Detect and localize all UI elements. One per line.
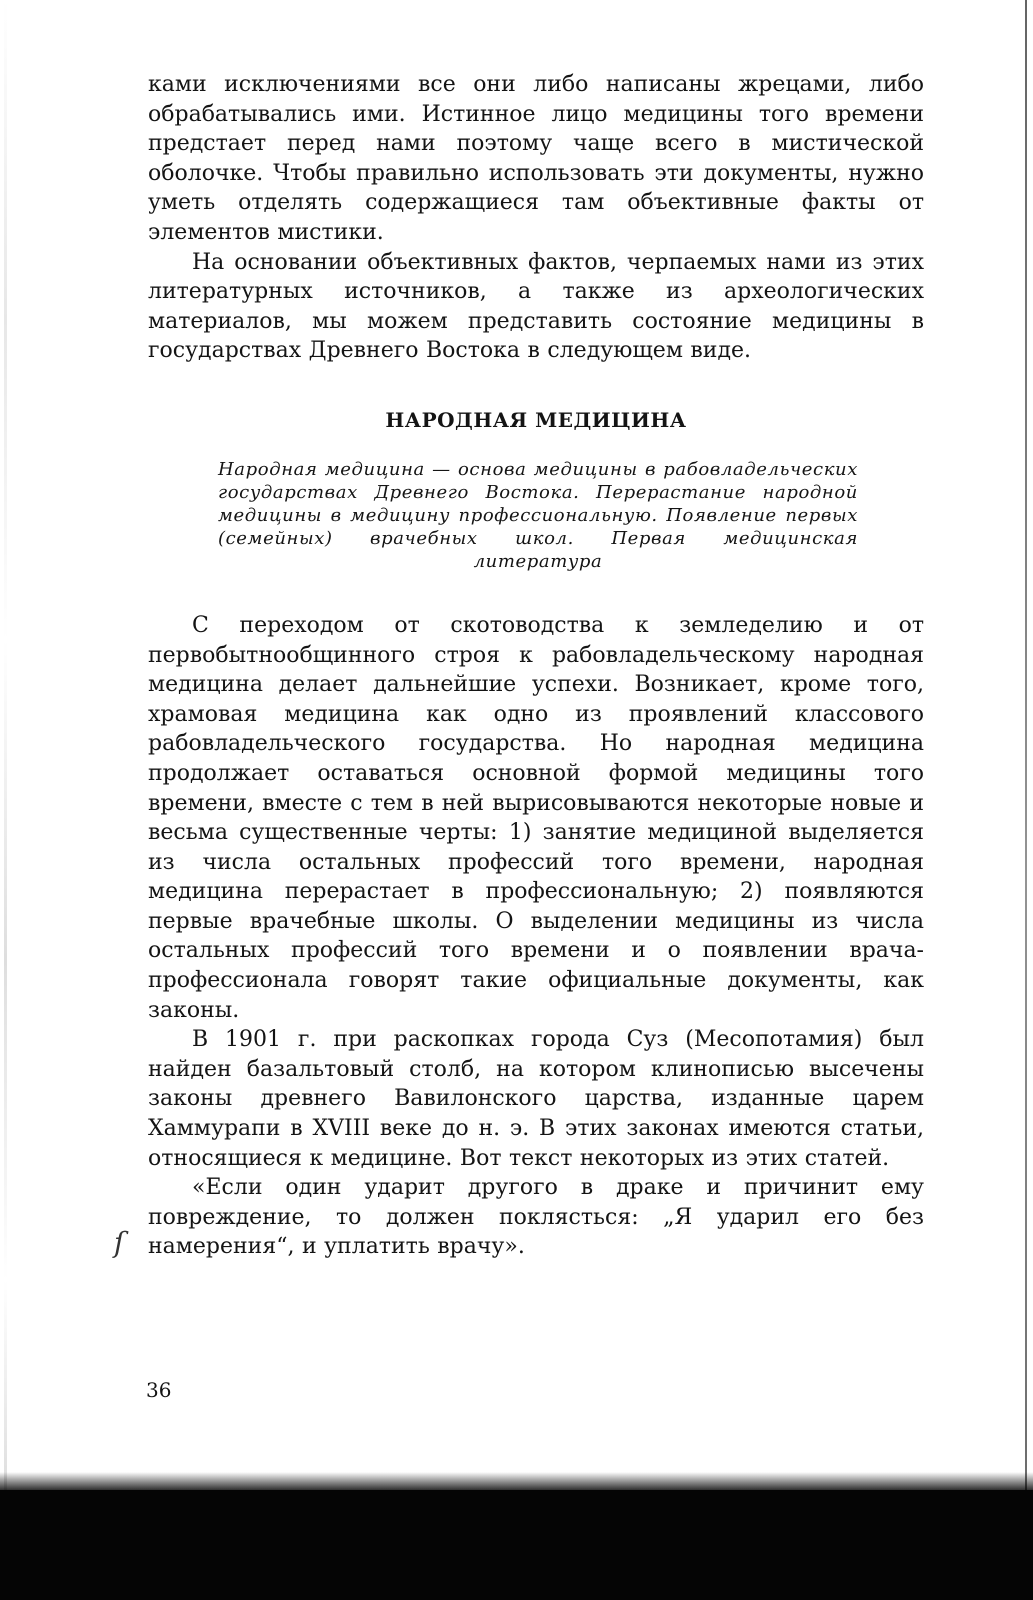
text-column: [148, 70, 924, 1262]
scan-right-edge: [1025, 0, 1027, 1600]
paragraph-sources: На основании объективных фактов, черпаемых нами из этих литературных источников, а также из археологических материалов, мы можем представить состояние медицины в государствах Древнего Востока в следующем виде.: [148, 249, 924, 364]
margin-pencil-mark: ſ: [114, 1226, 125, 1259]
paragraph-transition: С переходом от скотоводства к земледелию и от первобытнообщинного строя к рабовладельческому народная медицина делает дальнейшие успехи. Возникает, кроме того, храмовая медицина как одно из проявлений классового рабовладельческого государства. Но народная медицина продолжает оставаться основной формой медицины того времени, вместе с тем в ней вырисовываются некоторые новые и весьма существенные черты: 1) занятие медициной выделяется из числа остальных профессий того времени, народная медицина перерастает в профессиональную; 2) появляются первые врачебные школы. О выделении медицины из числа остальных профессий того времени и о появлении врача-профессионала говорят такие официальные документы, как законы.: [148, 612, 924, 1023]
page-number: 36: [146, 1378, 172, 1402]
scan-bottom-shadow: [0, 1472, 1033, 1492]
scan-bottom-border: [0, 1490, 1033, 1600]
paragraph-continuation: ками исключениями все они либо написаны жрецами, либо обрабатывались ими. Истинное лицо медицины того времени предстает перед нами поэтому чаще всего в мистической оболочке. Чтобы правильно использовать эти документы, нужно уметь отделять содержащиеся там объективные факты от элементов мистики.: [148, 72, 924, 245]
section-heading: НАРОДНАЯ МЕДИЦИНА: [385, 407, 687, 432]
paragraph-quote: «Если один ударит другого в драке и причинит ему повреждение, то должен поклясться: „Я ударил его без намерения“, и уплатить врачу».: [148, 1175, 924, 1260]
section-summary: Народная медицина — основа медицины в рабовладельческих государствах Древнего Востока. Перерастание народной медицины в медицину профессиональную. Появление первых (семейных) врачебных школ. Первая медицинская литература: [218, 458, 858, 572]
paragraph-hammurabi: В 1901 г. при раскопках города Суз (Месопотамия) был найден базальтовый столб, на котором клинописью высечены законы древнего Вавилонского царства, изданные царем Хаммурапи в XVIII веке до н. э. В этих законах имеются статьи, относящиеся к медицине. Вот текст некоторых из этих статей.: [148, 1027, 924, 1171]
scan-left-edge: [4, 0, 7, 1600]
